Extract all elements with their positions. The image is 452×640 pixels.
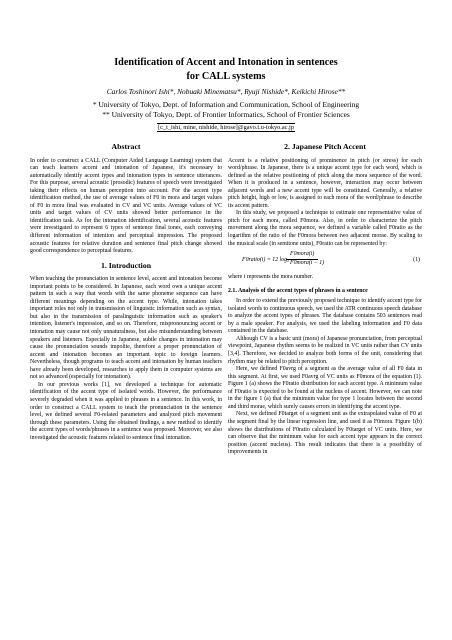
title-line-1: Identification of Accent and Intonation in sentences: [114, 57, 338, 68]
affiliation-2: ** University of Tokyo, Dept. of Frontier Informatics, School of Frontier Sciences: [102, 110, 350, 119]
author-list: Carlos Toshinori Ishi*, Nobuaki Minematsu*, Ryuji Nishide*, Keikichi Hirose**: [106, 87, 346, 96]
equation-numerator: F0mora(i): [286, 251, 318, 260]
subsection-2-1-paragraph-1: In order to extend the previously proposed technique to identify accent type for isolated words to continuous speech, we used the ATR continuous speech database to analyze the accent types of phrases. The database contains 503 sentences read by a male speaker. For analysis, we used the labeling information and F0 data contained in the database.: [228, 298, 422, 335]
section-2-heading: 2. Japanese Pitch Accent: [284, 142, 366, 151]
affiliation-1: * University of Tokyo, Dept. of Information and Communication, School of Engineering: [92, 100, 360, 109]
subsection-2-1-heading: 2.1. Analysis of the accent types of phrases in a sentence: [228, 287, 368, 294]
equation-denominator: F0mora(i − 1): [290, 260, 325, 267]
equation-number: (1): [413, 257, 420, 264]
abstract-heading: Abstract: [111, 142, 141, 151]
subsection-2-1-paragraph-4: Next, we defined F0target of a segment unit as the extrapolated value of F0 at the segment final by the linear regression line, and used it as F0mora. Figure 1(b) shows the distributions of F0ratio calculated by F0target of VC units. Here, we can observe that the minimum value for each accent type appears in the correct position (accent nucleus). This result indicates that there is a possibility of improvements in: [228, 411, 422, 456]
email-address: [c_t_ishi, mine, nishide, hirose]@gavo.t.u-tokyo.ac.jp: [158, 124, 294, 131]
title-line-2: for CALL systems: [186, 70, 266, 82]
paper-title: [0, 56, 452, 83]
intro-paragraph-1: When teaching the pronunciation in sentence level, accent and intonation become important points to be considered. In Japanese, each word own a unique accent pattern in such a way that words with the same phoneme sequence can have different meanings depending on the accent type. While, intonation takes important roles not only in transmission of linguistic information such as syntax, but also in the transmission of paralinguistic information such as speaker's intention, listener's impression, and so on. Therefore, mispronouncing accent or intonation may cause not only unnaturalness, but also misunderstanding between speakers and listeners. Especially in Japanese, subtle changes in intonation may cause the pronunciation sounds impolite, therefore a proper pronunciation of accent and intonation becomes an important topic to foreign learners. Nevertheless, though programs to teach accent and intonation by human teachers have already been developed, researches to apply them in computer systems are not so advanced (especially for intonation).: [30, 276, 222, 381]
abstract-text: In order to construct a CALL (Computer Aided Language Learning) system that can teach learners accent and intonation of Japanese, it's necessary to automatically identify accent types and intonation types in sentence utterances. For this purpose, several acoustic (prosodic) features of speech were investigated taking their effects on human perception into account. For the accent type identification method, the use of average values of F0 in mora and target values of F0 in mora final was evaluated in CV and VC units. Average values of VC units and target values of CV units showed better performance in the identification task. As for the intonation identification, several acoustic features were investigated to represent 6 types of sentence final tones, each conveying different information of intention and perceptual impression. The proposed acoustic features for relative duration and sentence final pitch change showed good correspondence to perceptual features.: [30, 157, 222, 255]
equation-where: where i represents the mora number.: [228, 274, 314, 281]
equation-1: [228, 250, 422, 272]
section-2-paragraph-1: Accent is a relative positioning of prominence in pitch (or stress) for each word/phrase. In Japanese, there is a unique accent type for each word, which is defined as the relative positioning of pitch along the mora sequence of the word. When it is produced in a sentence, however, interaction may occur between adjacent words and a new accent type will be constituted. Generally, a relative pitch height, high or low, is assigned to each mora of the word/phrase to describe its accent pattern.: [228, 157, 422, 209]
email-line: [0, 124, 452, 131]
subsection-2-1-paragraph-3: Here, we defined F0avrg of a segment as the average value of all F0 data in this segment. At first, we used F0avrg of VC units as F0mora of the equation (1). Figure 1 (a) shows the F0ratio distribution for each accent type. A minimum value of F0ratio is expected to be found at the nucleus of accent. However, we can note in the figure 1 (a) that the minimum value for type 1 locates between the second and third morae, which surely causes errors in identifying the accent type.: [228, 366, 422, 410]
section-2-paragraph-2: In this study, we proposed a technique to estimate one representative value of pitch for each mora, called F0mora. Also, in order to characterize the pitch movement along the mora sequence, we defined a variable called F0ratio as the logarithm of the ratio of the F0mora between two adjacent morae. By scaling to the musical scale (in semitone units), F0ratio can be represented by:: [228, 210, 422, 247]
subsection-2-1-paragraph-2: Although CV is a basic unit (mora) of Japanese pronunciation, from perceptual viewpoint, Japanese rhythm seems to be realized in VC units rather than CV units [3,4]. Therefore, we decided to analyze both forms of the unit, considering that rhythm may be related to pitch perception.: [228, 335, 422, 365]
intro-paragraph-2: In our previous works [1], we developed a technique for automatic identification of the accent type of isolated words. However, the performance severely degraded when it was applied to phrases in a sentence. In this work, in order to construct a CALL system to teach the pronunciation in the sentence level, we defined several F0-related parameters and analyzed pitch movement through these parameters. Using the obtained findings, a new method to identify the accent types of words/phrases in a sentence was proposed. Moreover, we also investigated the acoustic features related to sentence final intonation.: [30, 381, 222, 441]
left-column: [30, 143, 222, 442]
introduction-heading: 1. Introduction: [100, 260, 152, 270]
right-column: [228, 143, 422, 457]
equation-lhs: F0ratio(i) = 12 log₂: [242, 257, 290, 264]
